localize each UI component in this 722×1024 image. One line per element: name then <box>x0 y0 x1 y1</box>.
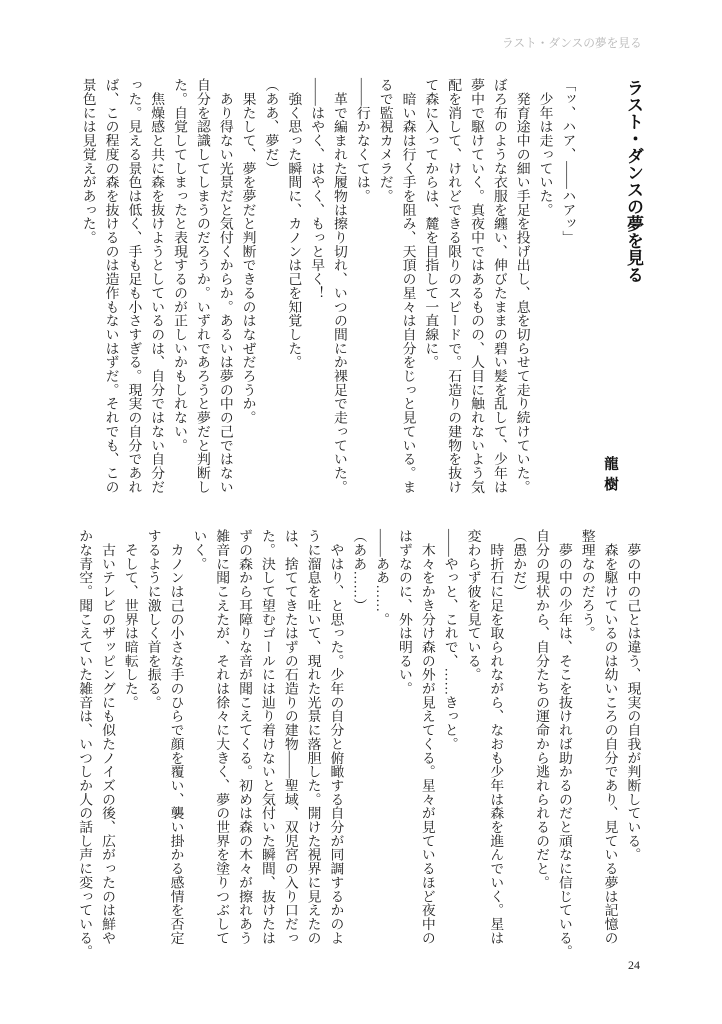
text-column: は、捨ててきたはずの石造りの建物――聖域、双児宮の入り口だっ <box>282 529 298 945</box>
text-column: ――ああ……。 <box>374 529 390 626</box>
text-column: （愚かだ） <box>511 529 527 599</box>
text-column: 革で編まれた履物は擦り切れ、いつの間にか裸足で走っていた。 <box>331 78 347 494</box>
text-column: 変わらず彼を見ている。 <box>465 529 481 682</box>
text-column: 雑音に聞こえたが、それは徐々に大きく、夢の世界を塗りつぶして <box>214 529 230 945</box>
text-column: ――やっと、これで、……きっと。 <box>442 529 458 751</box>
text-column: かな青空。聞こえていた雑音は、いつしか人の話し声に変っている。 <box>77 529 93 959</box>
text-column: 木々をかき分け森の外が見えてくる。星々が見ているほど夜中の <box>419 529 435 945</box>
text-column: 時折石に足を取られながら、なおも少年は森を進んでいく。星は <box>488 529 504 945</box>
text-column: 景色には見覚えがあった。 <box>80 78 96 245</box>
text-column: 自分を認識してしまうのだろうか。いずれであろうと夢だと判断し <box>194 78 210 494</box>
text-column: カノンは己の小さな手のひらで顔を覆い、襲い掛かる感情を否定 <box>168 529 184 945</box>
text-column: ば、この程度の森を抜けるのは造作もないはずだ。それでも、この <box>103 78 119 494</box>
text-column: ――行かなくては。 <box>354 78 370 203</box>
text-column: 自分の現状から、自分たちの運命から逃れられるのだと。 <box>534 529 550 890</box>
text-column: 整理なのだろう。 <box>579 529 595 640</box>
running-header: ラスト・ダンスの夢を見る <box>502 37 642 50</box>
text-column: 強く思った瞬間に、カノンは己を知覚した。 <box>286 78 302 369</box>
text-column: いく。 <box>191 529 207 571</box>
text-column: った。見える景色は低く、手も足も小さすぎる。現実の自分であれ <box>126 78 142 494</box>
text-column: た。自覚してしまったと表現するのが正しいかもしれない。 <box>172 78 188 452</box>
text-column: ――はやく、はやく、もっと早く！ <box>309 78 325 300</box>
text-column: 少年は走っていた。 <box>537 78 553 217</box>
text-column: 森を駆けているのは幼いころの自分であり、見ている夢は記憶の <box>602 529 618 945</box>
text-column: 夢中で駆けていく。真夜中ではあるものの、人目に触れないよう気 <box>469 78 485 494</box>
text-column: （ああ……） <box>351 529 367 613</box>
lower-text-block <box>72 529 643 959</box>
text-column: 暗い森は行く手を阻み、天頂の星々は自分をじっと見ている。ま <box>400 78 416 494</box>
text-column: はずなのに、外は明るい。 <box>396 529 412 696</box>
text-column: 焦燥感と共に森を抜けようとしているのは、自分ではない自分だ <box>149 78 165 494</box>
text-column: て森に入ってからは、麓を目指して一直線に。 <box>423 78 439 369</box>
text-column: 古いテレビのザッピングにも似たノイズの後、広がったのは鮮や <box>100 529 115 945</box>
text-column: （ああ、夢だ） <box>263 78 279 175</box>
story-title: ラスト・ダンスの夢を見る <box>624 79 643 283</box>
author-name: 龍樹 <box>602 456 618 497</box>
text-column: 果たして、夢を夢だと判断できるのはなぜだろうか。 <box>240 78 256 425</box>
text-column: ずの森から耳障りな音が聞こえてくる。初めは森の木々が擦れあう <box>237 529 253 945</box>
text-column: するように激しく首を振る。 <box>145 529 161 710</box>
text-column: 夢の中の己とは違う、現実の自我が判断している。 <box>625 529 641 862</box>
upper-text-block <box>76 78 579 494</box>
text-column: 配を消して、けれどできる限りのスピードで。石造りの建物を抜け <box>446 78 462 494</box>
page-number: 24 <box>628 958 640 972</box>
text-column: 発育途中の細い手足を投げ出し、息を切らせて走り続けていた。 <box>514 78 530 494</box>
text-column: 「ッ、ハア、――ハアッ」 <box>560 78 576 245</box>
text-column: うに溜息を吐いて、現れた光景に落胆した。開けた視界に見えたの <box>305 529 321 945</box>
text-column: ぼろ布のような衣服を纏い、伸びたままの碧い髪を乱して、少年は <box>491 78 507 494</box>
text-column: そして、世界は暗転した。 <box>122 529 138 710</box>
text-column: やはり、と思った。少年の自分と俯瞰する自分が同調するかのよ <box>328 529 344 945</box>
text-column: た。決して望むゴールには辿り着けないと気付いた瞬間、抜けたは <box>259 529 275 945</box>
text-column: るで監視カメラだ。 <box>377 78 393 203</box>
text-column: 夢の中の少年は、そこを抜ければ助かるのだと頑なに信じている。 <box>556 529 572 959</box>
text-column: あり得ない光景だと気付くからか。あるいは夢の中の己ではない <box>217 78 233 494</box>
